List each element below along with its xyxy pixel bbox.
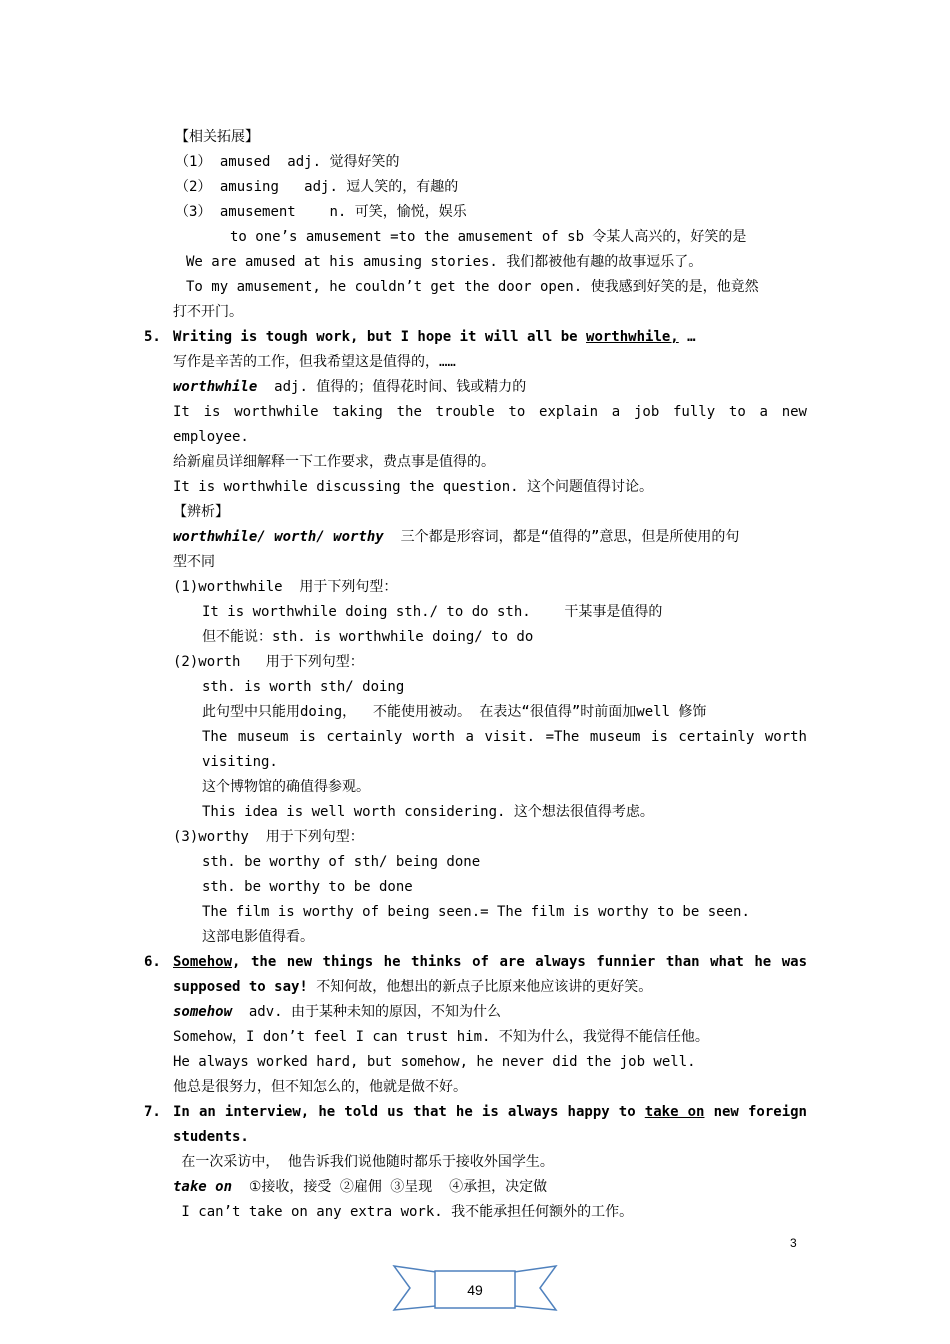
item-number: 7. [144,1104,161,1120]
word-definition: worthwhile adj. 值得的；值得花时间、钱或精力的 [173,379,527,395]
item-number: 6. [144,954,161,970]
expansion-phrase: to one’s amusement =to the amusement of sb 令某人高兴的，好笑的是 [230,229,747,245]
example-sentence: It is worthwhile discussing the question. 这个问题值得讨论。 [173,479,654,495]
example-sentence: I can’t take on any extra work. 我不能承担任何额外的工作。 [173,1204,634,1220]
analysis-line: 这部电影值得看。 [202,929,314,945]
example-sentence: Somehow，I don’t feel I can trust him. 不知为什么，我觉得不能信任他。 [173,1029,709,1045]
analysis-intro: 型不同 [173,554,215,570]
analysis-line: This idea is well worth considering. 这个想法很值得考虑。 [202,804,654,820]
expansion-item: （3） amusement n. 可笑，愉悦，娱乐 [175,204,467,220]
analysis-subtitle: (3)worthy 用于下列句型： [173,829,364,845]
key-sentence: supposed to say! 不知何故，他想出的新点子比原来他应该讲的更好笑。 [173,979,653,995]
expansion-example: To my amusement, he couldn’t get the door open. 使我感到好笑的是，他竟然 [186,279,759,295]
analysis-words: worthwhile/ worth/ worthy [173,529,384,545]
key-word: worthwhile, [586,329,679,345]
analysis-line: 这个博物馆的确值得参观。 [202,779,370,795]
analysis-line: It is worthwhile doing sth./ to do sth. 干某事是值得的 [202,604,663,620]
expansion-example: 打不开门。 [173,304,243,320]
analysis-line: visiting. [202,754,278,770]
expansion-item: （1） amused adj. 觉得好笑的 [175,154,400,170]
page-number: 3 [790,1236,797,1250]
expansion-item: （2） amusing adj. 逗人笑的，有趣的 [175,179,459,195]
analysis-line: sth. be worthy to be done [202,879,413,895]
analysis-line: 此句型中只能用doing， 不能使用被动。 在表达“很值得”时前面加well 修饰 [202,704,707,720]
analysis-heading: 【辨析】 [173,504,229,520]
example-translation: 给新雇员详细解释一下工作要求，费点事是值得的。 [173,454,495,470]
headword: take on [173,1179,233,1195]
key-sentence: students. [173,1129,249,1145]
key-word: Somehow [173,954,233,970]
analysis-subtitle: (1)worthwhile 用于下列句型： [173,579,398,595]
headword: somehow [173,1004,233,1020]
example-translation: 他总是很努力，但不知怎么的，他就是做不好。 [173,1079,467,1095]
analysis-line: The museum is certainly worth a visit. =The museum is certainly worth [202,729,807,745]
analysis-line: 但不能说：sth. is worthwhile doing/ to do [202,629,534,645]
analysis-intro: worthwhile/ worth/ worthy 三个都是形容词，都是“值得的”意思，但是所使用的句 [173,529,740,545]
sentence-translation: 在一次采访中， 他告诉我们说他随时都乐于接收外国学生。 [173,1154,554,1170]
word-definition: take on ①接收，接受 ②雇佣 ③呈现 ④承担，决定做 [173,1179,548,1195]
headword: worthwhile [173,379,258,395]
analysis-line: The film is worthy of being seen.= The film is worthy to be seen. [202,904,750,920]
analysis-line: sth. be worthy of sth/ being done [202,854,481,870]
analysis-line: sth. is worth sth/ doing [202,679,405,695]
example-sentence: It is worthwhile taking the trouble to explain a job fully to a new [173,404,807,420]
example-sentence: He always worked hard, but somehow, he never did the job well. [173,1054,696,1070]
sentence-translation: 写作是辛苦的工作，但我希望这是值得的，…… [173,354,456,370]
word-definition: somehow adv. 由于某种未知的原因，不知为什么 [173,1004,502,1020]
analysis-subtitle: (2)worth 用于下列句型： [173,654,364,670]
key-word: take on [644,1104,705,1120]
example-sentence: employee. [173,429,249,445]
key-sentence: Writing is tough work, but I hope it will all be worthwhile, … [173,329,696,345]
key-sentence: Somehow, the new things he thinks of are always funnier than what he was [173,954,807,970]
item-number: 5. [144,329,161,345]
expansion-heading: 【相关拓展】 [175,129,259,145]
expansion-example: We are amused at his amusing stories. 我们都被他有趣的故事逗乐了。 [186,254,703,270]
key-sentence: In an interview, he told us that he is always happy to take on new foreign [173,1104,807,1120]
banner-page-number: 49 [467,1282,483,1298]
